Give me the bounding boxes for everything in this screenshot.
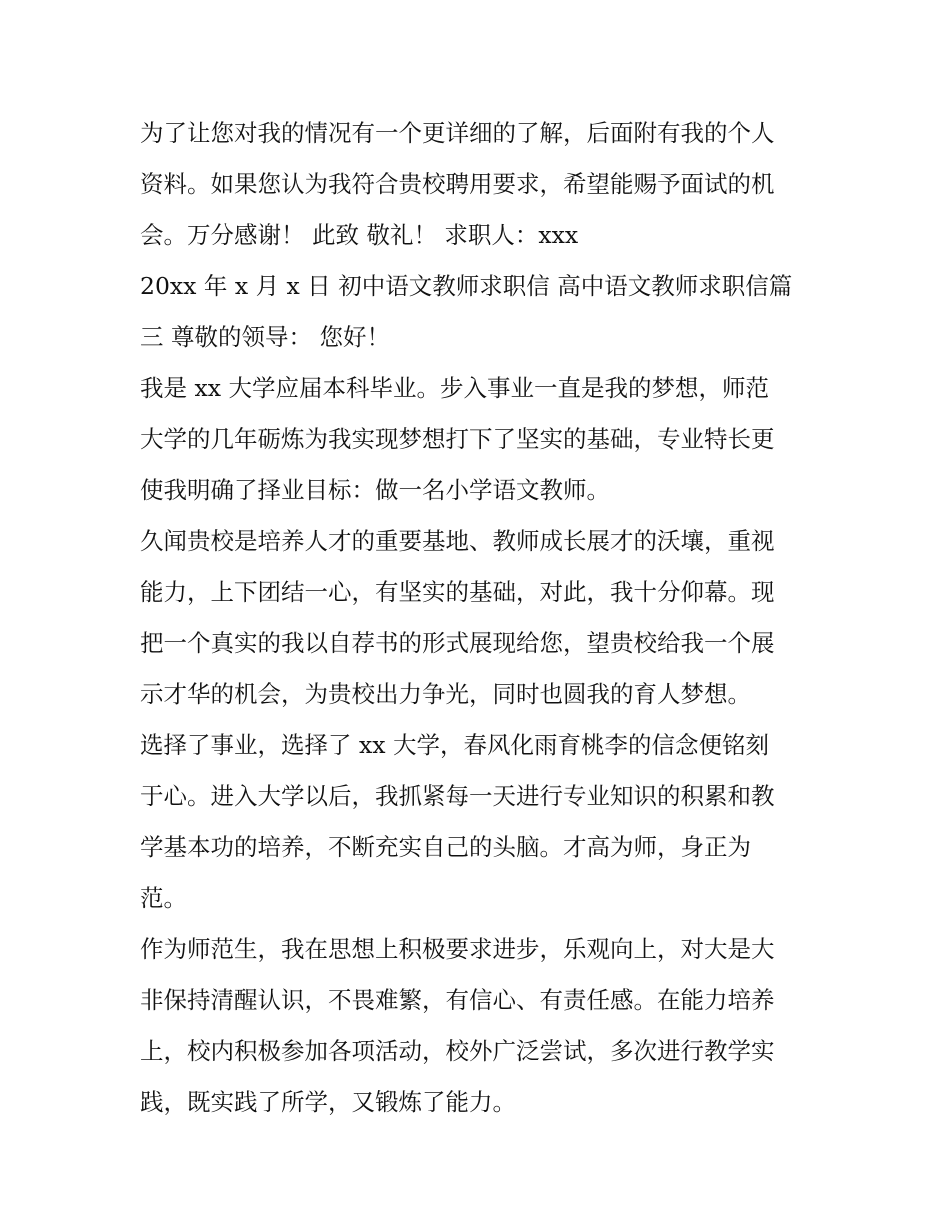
text-line: 我是 xx 大学应届本科毕业。步入事业一直是我的梦想，师范 (140, 374, 769, 402)
text-line: 会。万分感谢！ 此致 敬礼！ 求职人：xxx (140, 221, 579, 249)
text-line: 学基本功的培养，不断充实自己的头脑。才高为师，身正为 (140, 833, 751, 861)
text-line: 20xx 年 x 月 x 日 初中语文教师求职信 高中语文教师求职信篇 (140, 272, 793, 300)
text-line: 范。 (140, 884, 187, 912)
letter-body (140, 108, 815, 1128)
text-line: 非保持清醒认识，不畏难繁，有信心、有责任感。在能力培养 (140, 986, 775, 1014)
text-line: 三 尊敬的领导： 您好！ (140, 323, 390, 351)
text-line: 践，既实践了所学，又锻炼了能力。 (140, 1088, 516, 1116)
text-line: 使我明确了择业目标：做一名小学语文教师。 (140, 476, 610, 504)
text-line: 选择了事业，选择了 xx 大学，春风化雨育桃李的信念便铭刻 (140, 731, 769, 759)
text-line: 资料。如果您认为我符合贵校聘用要求，希望能赐予面试的机 (140, 170, 775, 198)
text-line: 上，校内积极参加各项活动，校外广泛尝试，多次进行教学实 (140, 1037, 775, 1065)
text-line: 为了让您对我的情况有一个更详细的了解，后面附有我的个人 (140, 119, 775, 147)
text-line: 于心。进入大学以后，我抓紧每一天进行专业知识的积累和教 (140, 782, 775, 810)
text-line: 把一个真实的我以自荐书的形式展现给您，望贵校给我一个展 (140, 629, 775, 657)
text-line: 能力，上下团结一心，有坚实的基础，对此，我十分仰幕。现 (140, 578, 775, 606)
text-line: 示才华的机会，为贵校出力争光，同时也圆我的育人梦想。 (140, 680, 751, 708)
text-line: 久闻贵校是培养人才的重要基地、教师成长展才的沃壤，重视 (140, 527, 775, 555)
text-line: 作为师范生，我在思想上积极要求进步，乐观向上，对大是大 (140, 935, 775, 963)
text-line: 大学的几年砺炼为我实现梦想打下了坚实的基础，专业特长更 (140, 425, 775, 453)
